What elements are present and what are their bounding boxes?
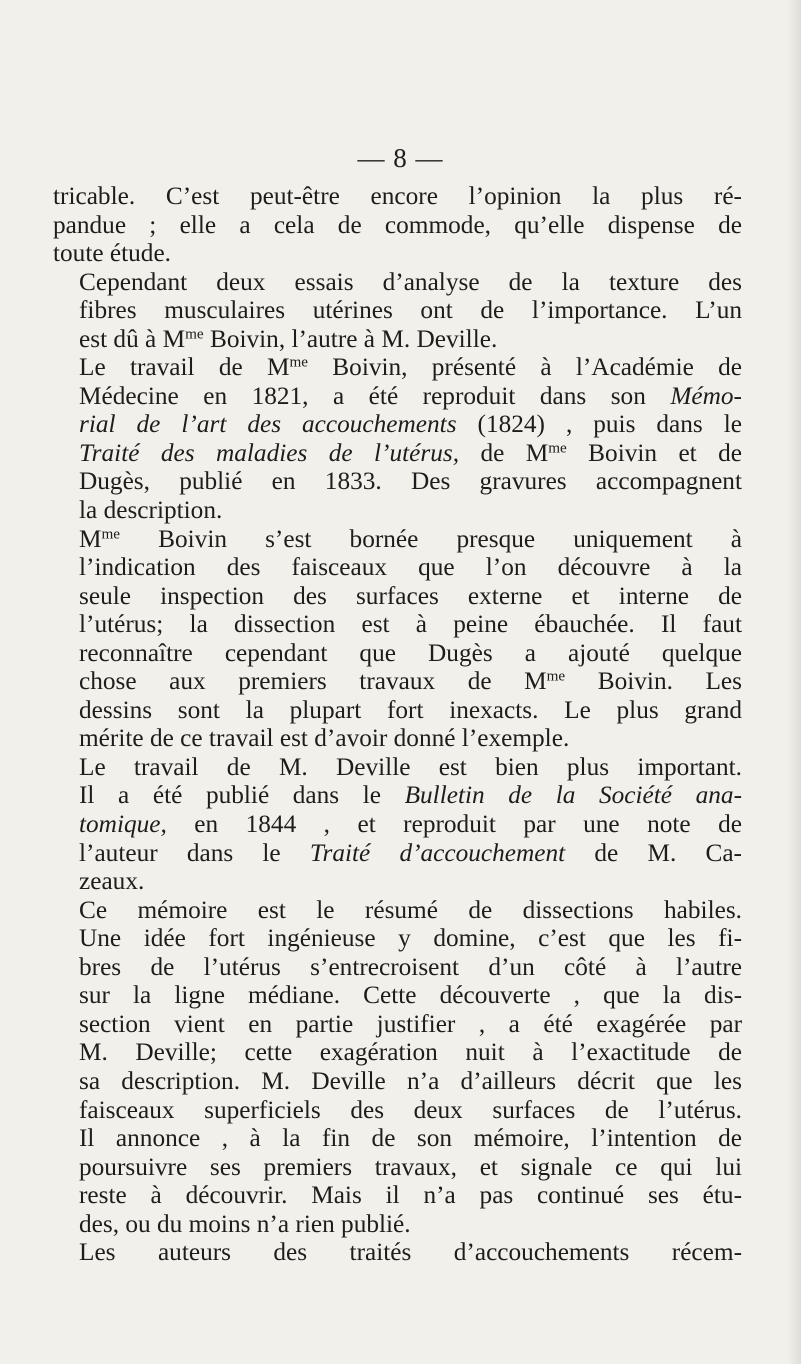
body-text xyxy=(53,182,742,1267)
text-line: Une idée fort ingénieuse y domine, c’est que les fi- xyxy=(79,924,742,953)
text-line: Le travail de $M^{me}$ Boivin, présenté à l’Académie de xyxy=(79,353,742,382)
paragraph-p4 xyxy=(53,525,742,753)
text-line: seule inspection des surfaces externe et interne de xyxy=(79,581,742,610)
text-line: dessins sont la plupart fort inexacts. Le plus grand xyxy=(79,695,742,724)
paragraph-p7 xyxy=(53,1238,742,1267)
text-line: est dû à $M^{me}$ Boivin, l’autre à M. Deville. xyxy=(79,324,498,353)
paragraph-p2 xyxy=(53,268,742,354)
text-line: sa description. M. Deville n’a d’ailleurs décrit que les xyxy=(79,1066,742,1095)
text-line: tricable. C’est peut-être encore l’opinion la plus ré- xyxy=(53,182,742,210)
paragraph-p6 xyxy=(53,896,742,1239)
text-line: sur la ligne médiane. Cette découverte , que la dis- xyxy=(79,981,742,1010)
text-line: fibres musculaires utérines ont de l’importance. L’un xyxy=(79,296,742,325)
page-number: — 8 — xyxy=(357,143,444,173)
text-line: l’auteur dans le Traité d’accouchement de M. Ca- xyxy=(79,838,742,867)
text-line: reconnaître cependant que Dugès a ajouté quelque xyxy=(79,638,742,667)
text-line: bres de l’utérus s’entrecroisent d’un côté à l’autre xyxy=(79,952,742,981)
text-line: $M^{me}$ Boivin s’est bornée presque uniquement à xyxy=(79,524,742,553)
text-line: Cependant deux essais d’analyse de la texture des xyxy=(79,267,742,296)
text-line: Il a été publié dans le Bulletin de la Société ana- xyxy=(79,781,742,810)
text-line: l’indication des faisceaux que l’on découvre à la xyxy=(79,553,742,582)
text-line: zeaux. xyxy=(79,867,145,896)
text-line: toute étude. xyxy=(53,239,172,268)
text-line: pandue ; elle a cela de commode, qu’elle dispense de xyxy=(53,210,742,239)
text-line: tomique, en 1844 , et reproduit par une note de xyxy=(79,810,742,839)
text-line: des, ou du moins n’a rien publié. xyxy=(79,1209,411,1238)
paragraph-p3 xyxy=(53,353,742,524)
text-line: mérite de ce travail est d’avoir donné l’exemple. xyxy=(79,724,570,753)
text-line: l’utérus; la dissection est à peine ébauchée. Il faut xyxy=(79,610,742,639)
text-line: Médecine en 1821, a été reproduit dans son Mémo- xyxy=(79,381,742,410)
text-line: Il annonce , à la fin de son mémoire, l’intention de xyxy=(79,1124,742,1153)
text-line: faisceaux superficiels des deux surfaces de l’utérus. xyxy=(79,1095,742,1124)
text-line: rial de l’art des accouchements (1824) , puis dans le xyxy=(79,410,742,439)
text-line: la description. xyxy=(79,496,223,525)
page-edge-shadow xyxy=(787,0,801,1364)
text-line: poursuivre ses premiers travaux, et signale ce qui lui xyxy=(79,1152,742,1181)
text-line: section vient en partie justifier , a été exagérée par xyxy=(79,1009,742,1038)
text-line: Dugès, publié en 1833. Des gravures accompagnent xyxy=(79,467,742,496)
text-line: M. Deville; cette exagération nuit à l’exactitude de xyxy=(79,1038,742,1067)
text-line: Le travail de M. Deville est bien plus important. xyxy=(79,752,742,781)
text-line: chose aux premiers travaux de $M^{me}$ Boivin. Les xyxy=(79,667,742,696)
text-line: Les auteurs des traités d’accouchements récem- xyxy=(79,1238,742,1267)
text-line: Traité des maladies de l’utérus, de $M^{me}$ Boivin et de xyxy=(79,438,742,467)
text-line: Ce mémoire est le résumé de dissections habiles. xyxy=(79,895,742,924)
paragraph-p1 xyxy=(53,182,742,268)
paragraph-p5 xyxy=(53,753,742,896)
text-line: reste à découvrir. Mais il n’a pas continué ses étu- xyxy=(79,1181,742,1210)
